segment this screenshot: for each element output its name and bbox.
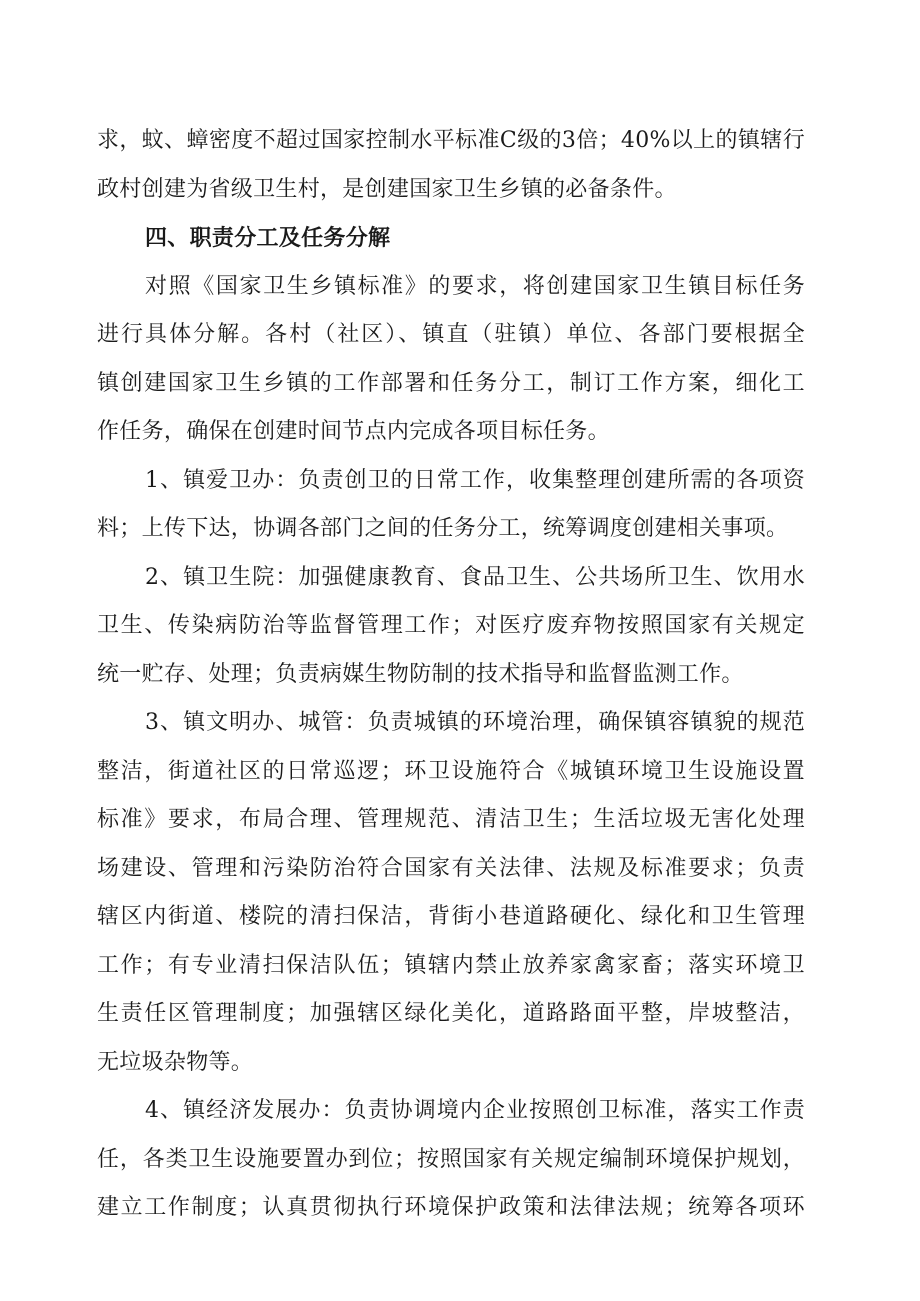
text-line: 3、镇文明办、城管：负责城镇的环境治理，确保镇容镇貌的规范 [145, 710, 805, 735]
text-line: 2、镇卫生院：加强健康教育、食品卫生、公共场所卫生、饮用水 [145, 564, 805, 590]
text-line: 政村创建为省级卫生村，是创建国家卫生乡镇的必备条件。 [97, 176, 677, 202]
text-line: 镇创建国家卫生乡镇的工作部署和任务分工，制订工作方案，细化工 [97, 370, 805, 396]
text-line: 1、镇爱卫办：负责创卫的日常工作，收集整理创建所需的各项资 [145, 467, 805, 493]
text-line: 生责任区管理制度；加强辖区绿化美化，道路路面平整，岸坡整洁， [97, 1001, 805, 1026]
section-heading: 四、职责分工及任务分解 [145, 225, 391, 251]
text-line: 作任务，确保在创建时间节点内完成各项目标任务。 [97, 419, 610, 444]
text-line: 工作；有专业清扫保洁队伍；镇辖内禁止放养家禽家畜；落实环境卫 [97, 952, 805, 978]
text-line: 辖区内街道、楼院的清扫保洁，背街小巷道路硬化、绿化和卫生管理 [97, 904, 805, 929]
text-line: 进行具体分解。各村（社区）、镇直（驻镇）单位、各部门要根据全 [97, 322, 805, 347]
text-line: 标准》要求，布局合理、管理规范、清洁卫生；生活垃圾无害化处理 [97, 807, 805, 832]
text-line: 任，各类卫生设施要置办到位；按照国家有关规定编制环境保护规划， [97, 1146, 805, 1172]
text-line: 统一贮存、处理；负责病媒生物防制的技术指导和监督监测工作。 [97, 661, 744, 687]
text-line: 对照《国家卫生乡镇标准》的要求，将创建国家卫生镇目标任务 [145, 273, 805, 299]
text-line: 整洁，街道社区的日常巡逻；环卫设施符合《城镇环境卫生设施设置 [97, 758, 805, 784]
text-line: 场建设、管理和污染防治符合国家有关法律、法规及标准要求；负责 [97, 855, 805, 881]
text-line: 无垃圾杂物等。 [97, 1049, 254, 1075]
text-line: 料；上传下达，协调各部门之间的任务分工，统筹调度创建相关事项。 [97, 516, 789, 541]
text-line: 4、镇经济发展办：负责协调境内企业按照创卫标准，落实工作责 [145, 1098, 805, 1123]
text-line: 卫生、传染病防治等监督管理工作；对医疗废弃物按照国家有关规定 [97, 613, 805, 638]
text-line: 求，蚊、蟑密度不超过国家控制水平标准C级的3倍；40%以上的镇辖行 [97, 128, 805, 153]
document-page [97, 117, 805, 1233]
text-line: 建立工作制度；认真贯彻执行环境保护政策和法律法规；统筹各项环 [97, 1195, 805, 1220]
